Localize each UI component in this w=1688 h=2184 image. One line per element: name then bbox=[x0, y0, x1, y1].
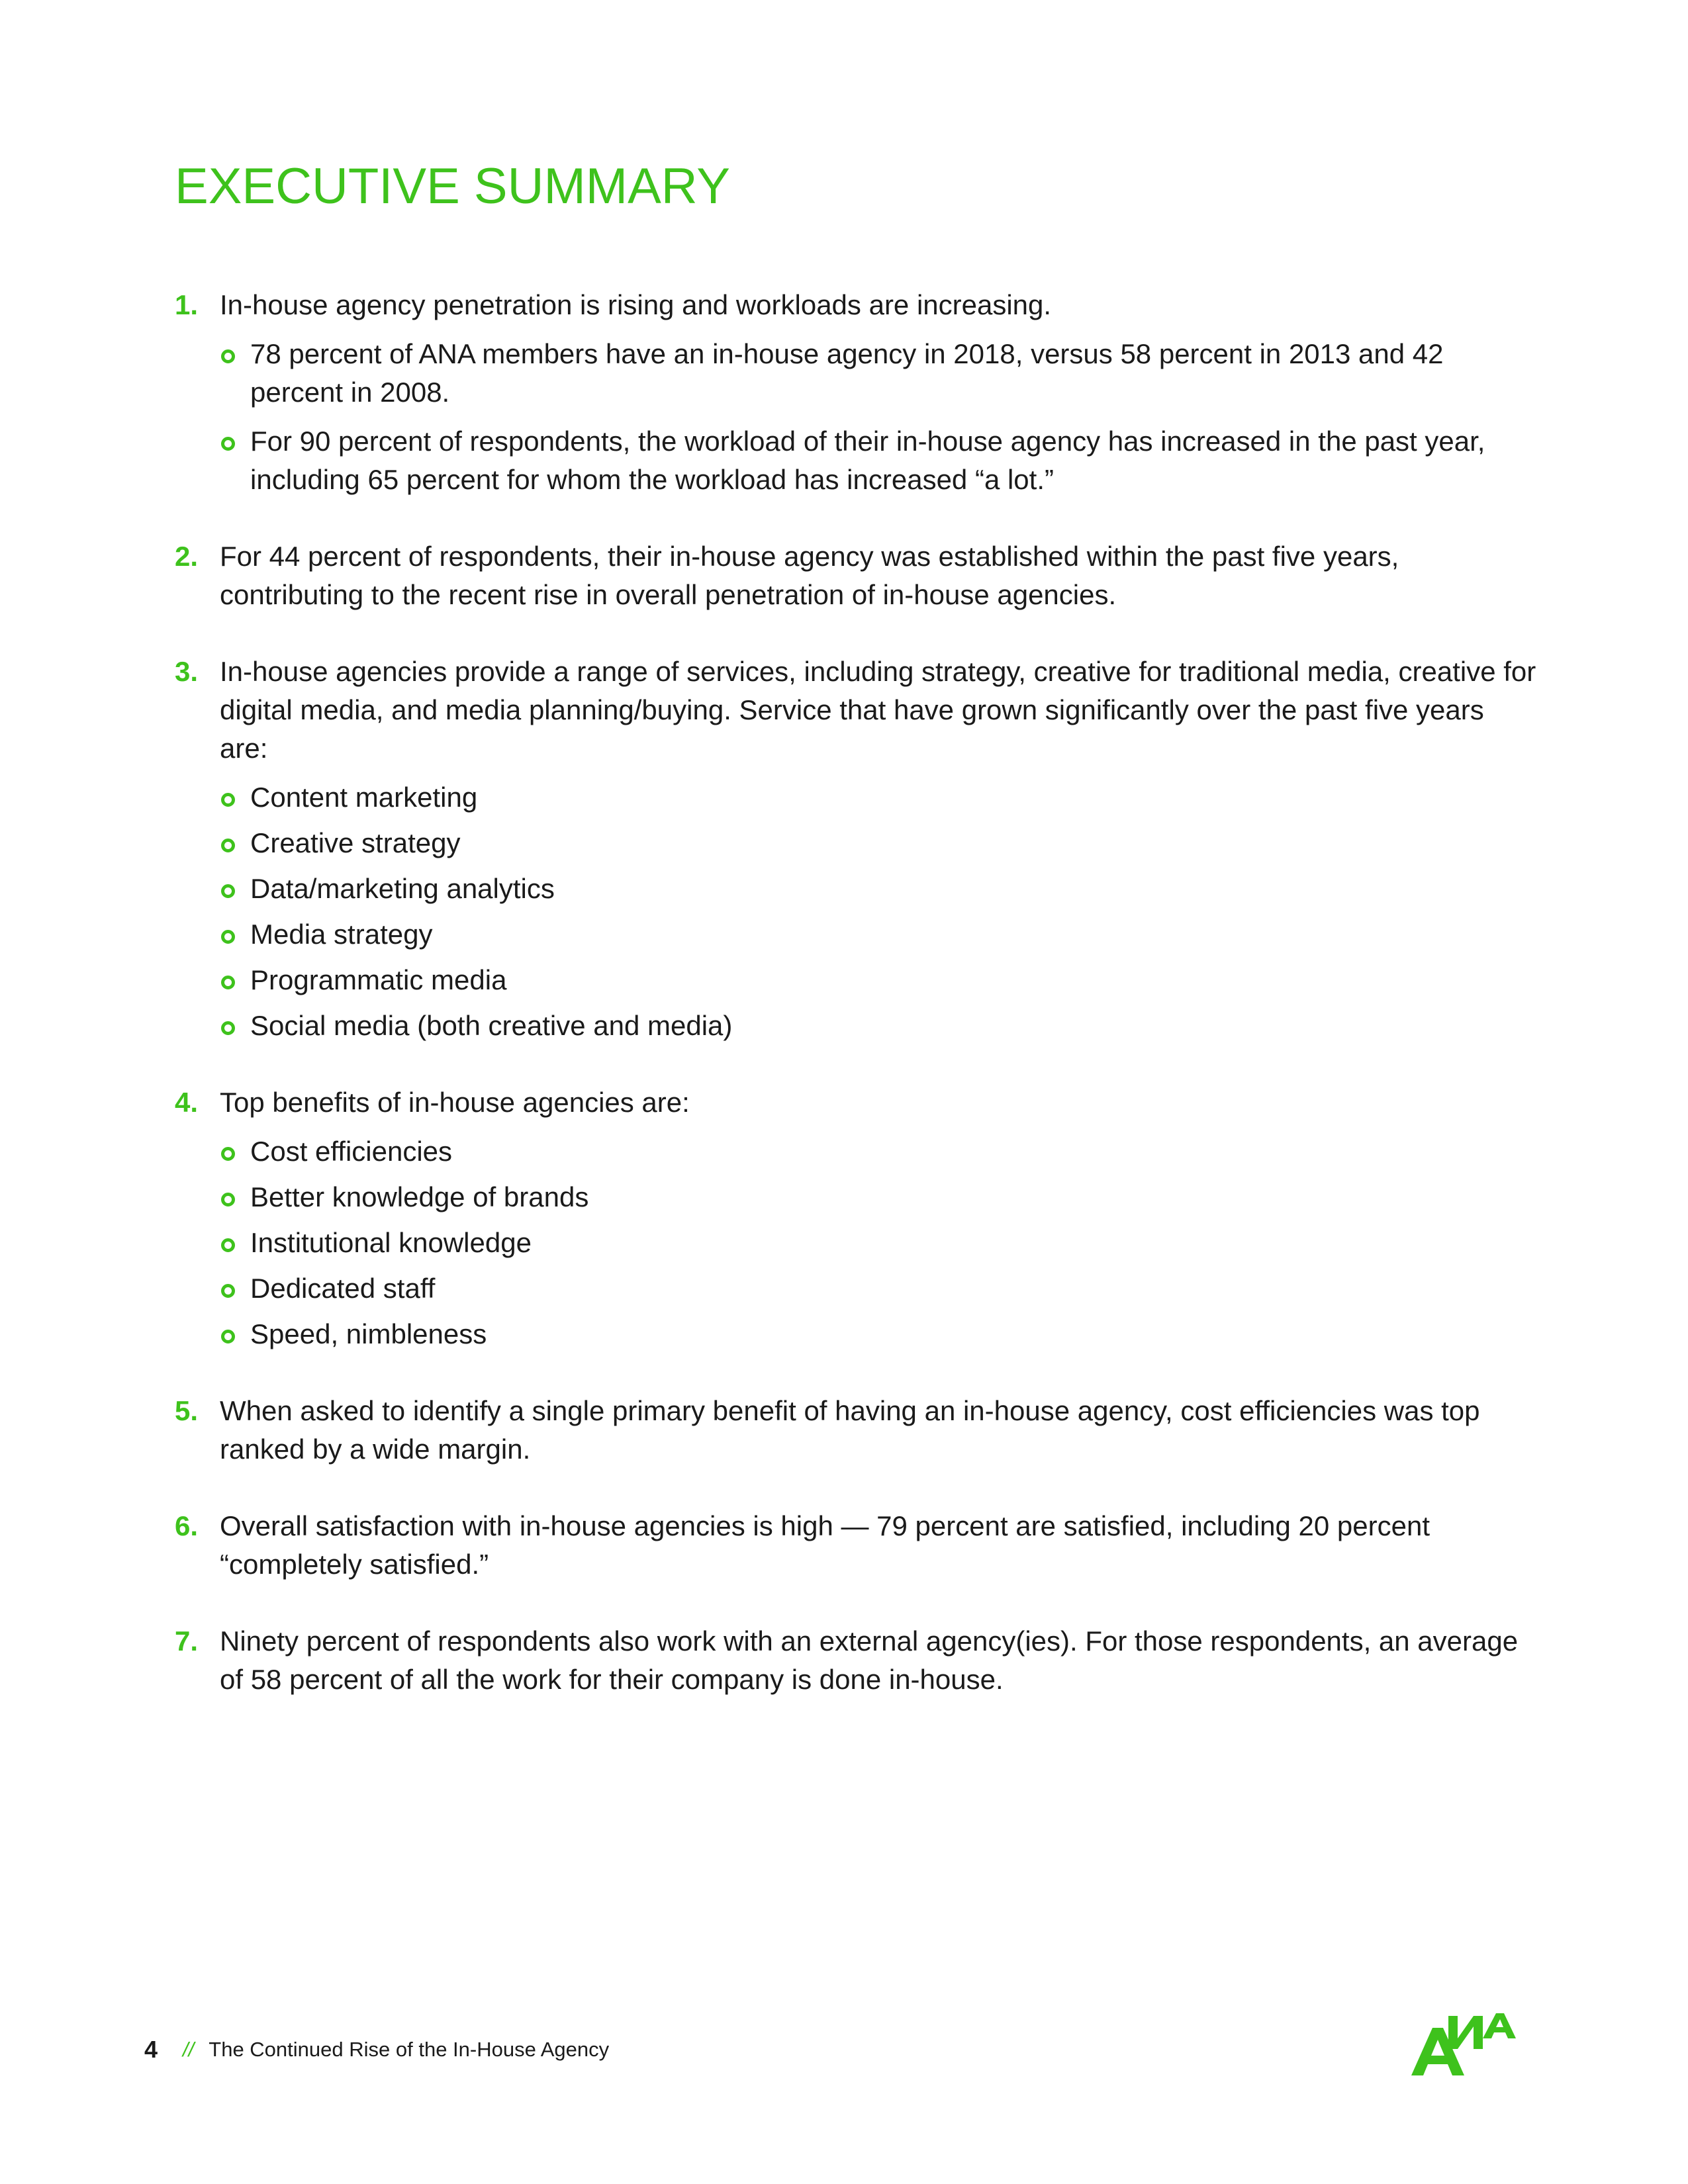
sub-item-text: Data/marketing analytics bbox=[250, 873, 555, 904]
sub-item bbox=[220, 335, 1538, 412]
sub-item bbox=[220, 1132, 1538, 1171]
sub-item-text: 78 percent of ANA members have an in-house agency in 2018, versus 58 percent in 2013 and 42 percent in 2008. bbox=[250, 338, 1444, 408]
bullet-icon bbox=[221, 976, 235, 989]
page-footer bbox=[144, 2033, 609, 2066]
ana-logo-icon bbox=[1410, 2012, 1516, 2078]
item-text: Overall satisfaction with in-house agencies is high — 79 percent are satisfied, including 20 percent “completely satisfied.” bbox=[220, 1510, 1430, 1580]
sub-item-text: Better knowledge of brands bbox=[250, 1181, 589, 1212]
list-item bbox=[175, 1083, 1538, 1353]
sub-item-text: Dedicated staff bbox=[250, 1273, 436, 1304]
bullet-icon bbox=[221, 1330, 235, 1343]
sub-item-text: Cost efficiencies bbox=[250, 1136, 453, 1167]
item-text: In-house agency penetration is rising and workloads are increasing. bbox=[220, 289, 1052, 320]
sub-item-text: Media strategy bbox=[250, 919, 433, 950]
bullet-icon bbox=[221, 349, 235, 363]
sub-item bbox=[220, 778, 1538, 817]
sub-item-text: Programmatic media bbox=[250, 964, 507, 995]
list-item bbox=[175, 537, 1538, 614]
sub-item bbox=[220, 1269, 1538, 1308]
sub-item-text: Content marketing bbox=[250, 782, 478, 813]
sub-item-text: Creative strategy bbox=[250, 827, 461, 858]
sub-list bbox=[220, 778, 1538, 1045]
page-number: 4 bbox=[144, 2036, 158, 2063]
item-text: Ninety percent of respondents also work with an external agency(ies). For those respondents, an average of 58 percent of all the work for their company is done in-house. bbox=[220, 1625, 1519, 1695]
item-number: 3. bbox=[175, 656, 199, 687]
sub-item bbox=[220, 915, 1538, 954]
sub-item-text: Social media (both creative and media) bbox=[250, 1010, 733, 1041]
list-item bbox=[175, 1622, 1538, 1699]
footer-title: The Continued Rise of the In-House Agency bbox=[209, 2038, 610, 2061]
footer-separator: // bbox=[183, 2038, 195, 2061]
item-number: 4. bbox=[175, 1087, 199, 1118]
sub-item bbox=[220, 1224, 1538, 1262]
bullet-icon bbox=[221, 1193, 235, 1206]
logo-letter-n bbox=[1448, 2016, 1483, 2049]
bullet-icon bbox=[221, 839, 235, 852]
sub-item bbox=[220, 961, 1538, 999]
bullet-icon bbox=[221, 1238, 235, 1252]
bullet-icon bbox=[221, 1021, 235, 1035]
summary-list bbox=[175, 286, 1538, 1737]
item-number: 1. bbox=[175, 289, 199, 320]
bullet-icon bbox=[221, 1284, 235, 1298]
item-number: 5. bbox=[175, 1395, 199, 1426]
list-item bbox=[175, 286, 1538, 499]
sub-item-text: Institutional knowledge bbox=[250, 1227, 532, 1258]
item-text: When asked to identify a single primary benefit of having an in-house agency, cost efficiencies was top ranked by a wide margin. bbox=[220, 1395, 1480, 1465]
bullet-icon bbox=[221, 793, 235, 807]
sub-list bbox=[220, 335, 1538, 499]
list-item bbox=[175, 653, 1538, 1045]
item-number: 7. bbox=[175, 1625, 199, 1657]
sub-item bbox=[220, 1178, 1538, 1216]
list-item bbox=[175, 1507, 1538, 1584]
sub-item bbox=[220, 870, 1538, 908]
page-title: EXECUTIVE SUMMARY bbox=[175, 158, 730, 214]
item-text: Top benefits of in-house agencies are: bbox=[220, 1087, 690, 1118]
item-number: 2. bbox=[175, 541, 199, 572]
bullet-icon bbox=[221, 930, 235, 944]
sub-item bbox=[220, 824, 1538, 862]
item-text: For 44 percent of respondents, their in-house agency was established within the past five years, contributing to the recent rise in overall penetration of in-house agencies. bbox=[220, 541, 1399, 610]
bullet-icon bbox=[221, 437, 235, 451]
sub-item bbox=[220, 1007, 1538, 1045]
bullet-icon bbox=[221, 884, 235, 898]
sub-item bbox=[220, 422, 1538, 499]
item-text: In-house agencies provide a range of services, including strategy, creative for traditional media, creative for digital media, and media planning/buying. Service that have grown significantly over the past five years are: bbox=[220, 656, 1536, 764]
sub-item-text: Speed, nimbleness bbox=[250, 1318, 487, 1349]
item-number: 6. bbox=[175, 1510, 199, 1541]
bullet-icon bbox=[221, 1147, 235, 1161]
list-item bbox=[175, 1392, 1538, 1469]
sub-item-text: For 90 percent of respondents, the workload of their in-house agency has increased in the past year, including 65 percent for whom the workload has increased “a lot.” bbox=[250, 426, 1485, 495]
sub-item bbox=[220, 1315, 1538, 1353]
sub-list bbox=[220, 1132, 1538, 1353]
